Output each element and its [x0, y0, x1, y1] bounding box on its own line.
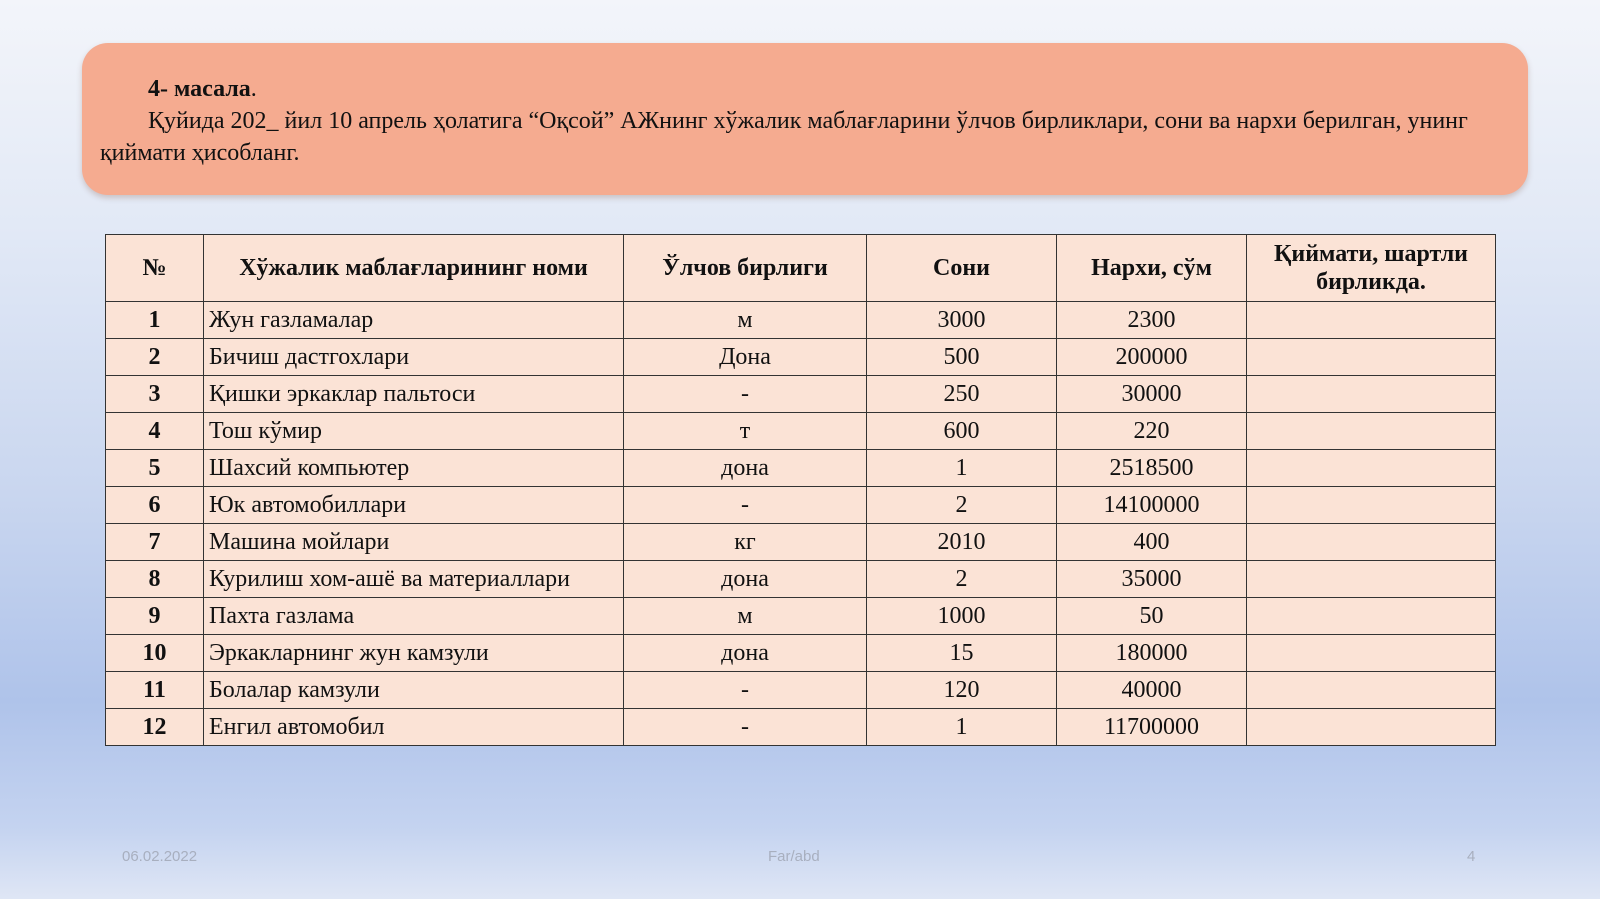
cell-price: 2518500	[1057, 450, 1247, 487]
footer-page-number: 4	[1467, 848, 1476, 865]
cell-qty: 2	[867, 487, 1057, 524]
cell-name: Курилиш хом-ашё ва материаллари	[204, 561, 624, 598]
header-value: Қиймати, шартли бирликда.	[1247, 235, 1496, 302]
cell-qty: 3000	[867, 302, 1057, 339]
header-qty: Сони	[867, 235, 1057, 302]
cell-price: 50	[1057, 598, 1247, 635]
cell-price: 14100000	[1057, 487, 1247, 524]
cell-value	[1247, 339, 1496, 376]
cell-name: Қишки эркаклар пальтоси	[204, 376, 624, 413]
cell-value	[1247, 524, 1496, 561]
cell-value	[1247, 561, 1496, 598]
cell-num: 1	[106, 302, 204, 339]
cell-num: 5	[106, 450, 204, 487]
cell-price: 30000	[1057, 376, 1247, 413]
cell-price: 11700000	[1057, 709, 1247, 746]
table-row	[106, 672, 1496, 709]
table-row	[106, 524, 1496, 561]
table-header-row	[106, 235, 1496, 302]
cell-value	[1247, 450, 1496, 487]
cell-name: Тош кўмир	[204, 413, 624, 450]
cell-name: Жун газламалар	[204, 302, 624, 339]
table-row	[106, 709, 1496, 746]
table-row	[106, 450, 1496, 487]
table-row	[106, 302, 1496, 339]
cell-name: Бичиш дастгохлари	[204, 339, 624, 376]
cell-qty: 1	[867, 450, 1057, 487]
cell-num: 3	[106, 376, 204, 413]
cell-price: 220	[1057, 413, 1247, 450]
cell-qty: 2010	[867, 524, 1057, 561]
table-body	[106, 302, 1496, 746]
task-title-text: 4- масала	[148, 76, 251, 102]
cell-unit: кг	[624, 524, 867, 561]
footer-author: Far/abd	[768, 848, 820, 865]
cell-num: 12	[106, 709, 204, 746]
cell-price: 35000	[1057, 561, 1247, 598]
cell-value	[1247, 376, 1496, 413]
task-text: Қуйида 202_ йил 10 апрель ҳолатига “Оқсой” АЖнинг хўжалик маблағларини ўлчов бирликлари, сони ва нархи берилган, унинг қиймати ҳисобланг.	[100, 108, 1468, 166]
cell-unit: дона	[624, 450, 867, 487]
cell-qty: 600	[867, 413, 1057, 450]
cell-price: 2300	[1057, 302, 1247, 339]
cell-name: Эркакларнинг жун камзули	[204, 635, 624, 672]
cell-value	[1247, 302, 1496, 339]
cell-name: Енгил автомобил	[204, 709, 624, 746]
header-price: Нархи, сўм	[1057, 235, 1247, 302]
cell-unit: -	[624, 376, 867, 413]
cell-value	[1247, 672, 1496, 709]
cell-value	[1247, 709, 1496, 746]
cell-name: Машина мойлари	[204, 524, 624, 561]
cell-num: 10	[106, 635, 204, 672]
header-unit: Ўлчов бирлиги	[624, 235, 867, 302]
cell-value	[1247, 487, 1496, 524]
cell-num: 4	[106, 413, 204, 450]
cell-num: 8	[106, 561, 204, 598]
table-row	[106, 487, 1496, 524]
table-row	[106, 339, 1496, 376]
cell-value	[1247, 413, 1496, 450]
table-row	[106, 598, 1496, 635]
cell-num: 6	[106, 487, 204, 524]
cell-unit: Дона	[624, 339, 867, 376]
cell-qty: 500	[867, 339, 1057, 376]
cell-qty: 2	[867, 561, 1057, 598]
cell-qty: 250	[867, 376, 1057, 413]
header-num: №	[106, 235, 204, 302]
cell-qty: 1	[867, 709, 1057, 746]
cell-value	[1247, 598, 1496, 635]
footer-date: 06.02.2022	[122, 848, 198, 865]
table-row	[106, 413, 1496, 450]
cell-price: 200000	[1057, 339, 1247, 376]
cell-unit: -	[624, 487, 867, 524]
table-row	[106, 376, 1496, 413]
cell-unit: м	[624, 302, 867, 339]
cell-qty: 15	[867, 635, 1057, 672]
table-row	[106, 561, 1496, 598]
task-box	[82, 43, 1528, 195]
cell-num: 7	[106, 524, 204, 561]
cell-qty: 120	[867, 672, 1057, 709]
cell-value	[1247, 635, 1496, 672]
cell-price: 180000	[1057, 635, 1247, 672]
cell-qty: 1000	[867, 598, 1057, 635]
cell-price: 400	[1057, 524, 1247, 561]
task-title-suffix: .	[250, 76, 257, 102]
assets-table	[105, 234, 1496, 746]
cell-unit: дона	[624, 561, 867, 598]
cell-unit: -	[624, 709, 867, 746]
header-name: Хўжалик маблағларининг номи	[204, 235, 624, 302]
cell-unit: м	[624, 598, 867, 635]
table-row	[106, 635, 1496, 672]
cell-num: 11	[106, 672, 204, 709]
cell-num: 2	[106, 339, 204, 376]
cell-name: Пахта газлама	[204, 598, 624, 635]
cell-name: Юк автомобиллари	[204, 487, 624, 524]
cell-unit: дона	[624, 635, 867, 672]
cell-name: Шахсий компьютер	[204, 450, 624, 487]
cell-unit: -	[624, 672, 867, 709]
cell-num: 9	[106, 598, 204, 635]
cell-price: 40000	[1057, 672, 1247, 709]
cell-name: Болалар камзули	[204, 672, 624, 709]
task-title	[100, 73, 1502, 105]
cell-unit: т	[624, 413, 867, 450]
